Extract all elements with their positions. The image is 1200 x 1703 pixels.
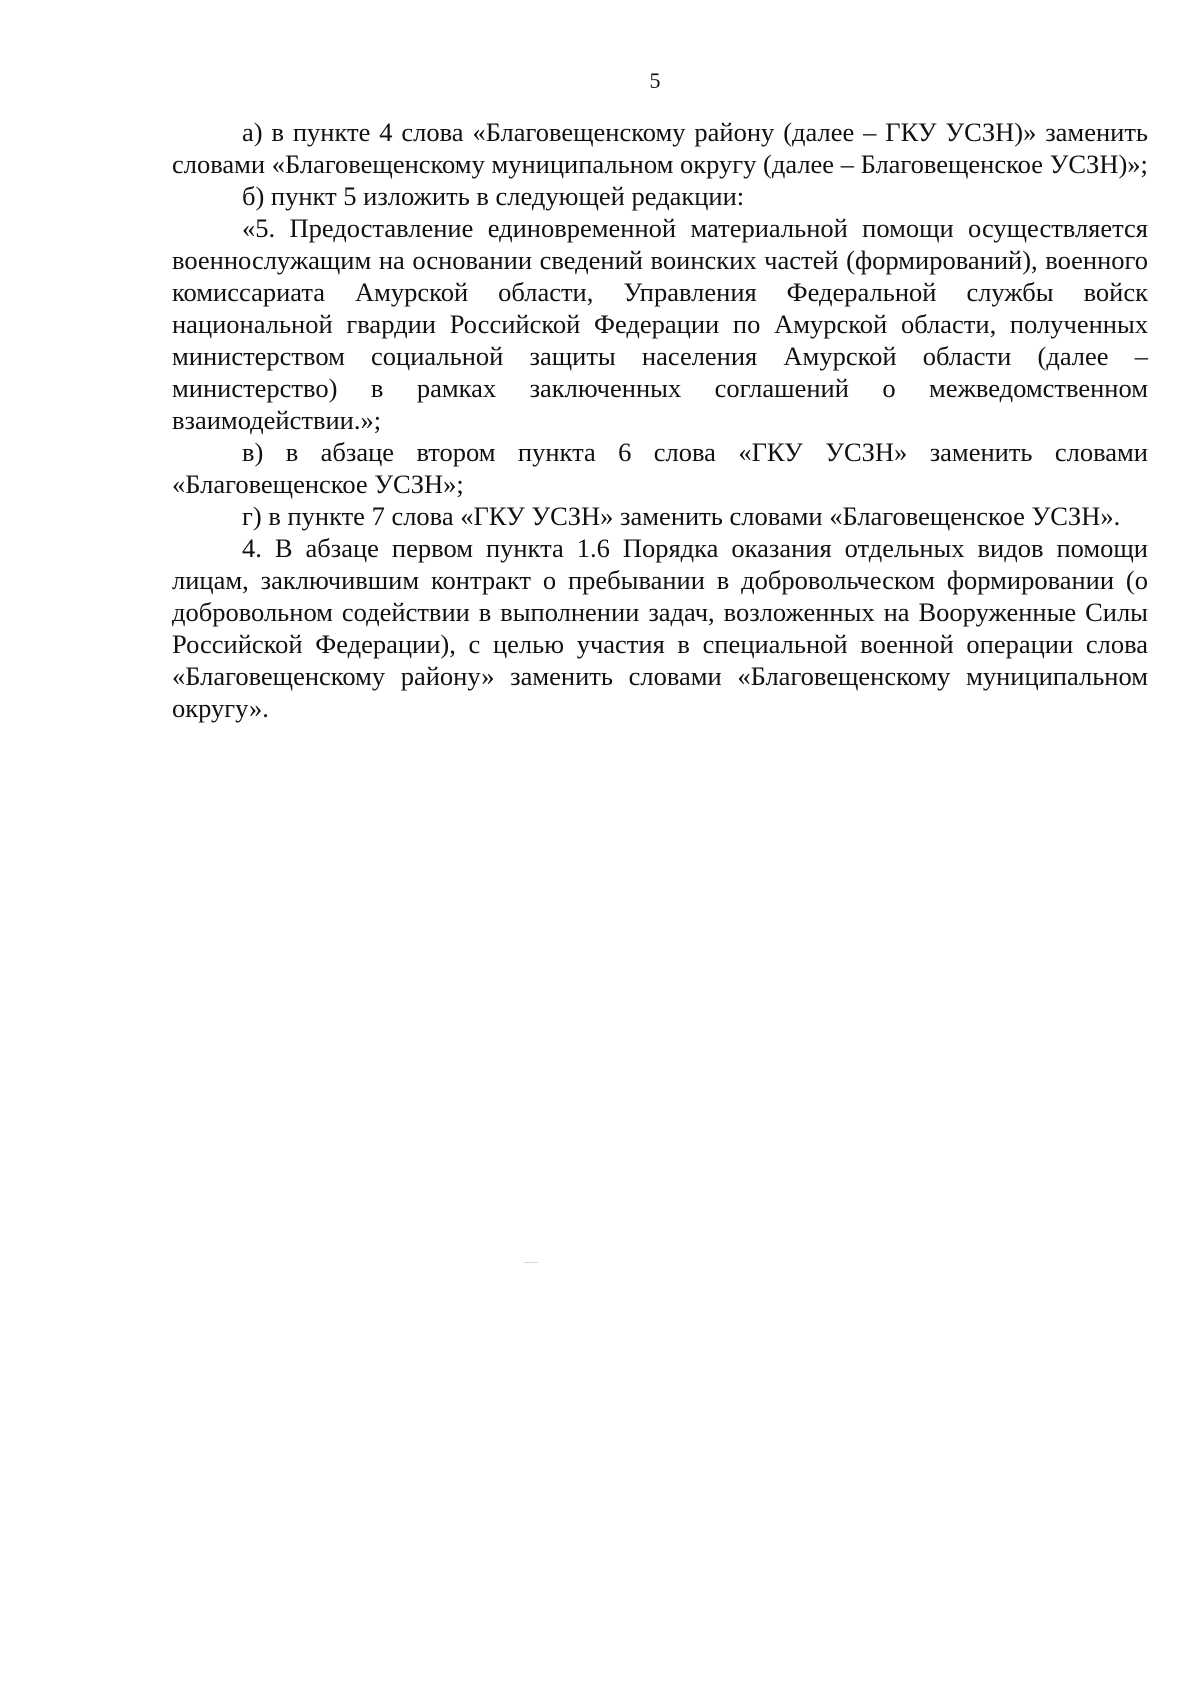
paragraph-quoted-item-5: «5. Предоставление единовременной материальной помощи осуществляется военнослужащим на основании сведений воинских частей (формирований), военного комиссариата Амурской области, Управления Федеральной службы войск национальной гвардии Российской Федерации по Амурской области, полученных министерством социальной защиты населения Амурской области (далее – министерство) в рамках заключенных соглашений о межведомственном взаимодействии.»; [172,213,1148,435]
document-body [172,116,1148,724]
paragraph-3v: в) в абзаце втором пункта 6 слова «ГКУ УСЗН» заменить словами «Благовещенское УСЗН»; [172,437,1148,499]
paragraph-3g: г) в пункте 7 слова «ГКУ УСЗН» заменить словами «Благовещенское УСЗН». [242,501,1121,531]
paragraph-3a: а) в пункте 4 слова «Благовещенскому району (далее – ГКУ УСЗН)» заменить словами «Благовещенскому муниципальном округу (далее – Благовещенское УСЗН)»; [172,117,1148,179]
page-number: 5 [649,68,661,93]
scan-artifact-line [524,1262,538,1263]
paragraph-3b: б) пункт 5 изложить в следующей редакции: [242,181,745,211]
paragraph-item-4: 4. В абзаце первом пункта 1.6 Порядка оказания отдельных видов помощи лицам, заключившим контракт о пребывании в добровольческом формировании (о добровольном содействии в выполнении задач, возложенных на Вооруженные Силы Российской Федерации), с целью участия в специальной военной операции слова «Благовещенскому району» заменить словами «Благовещенскому муниципальном округу». [172,533,1148,723]
